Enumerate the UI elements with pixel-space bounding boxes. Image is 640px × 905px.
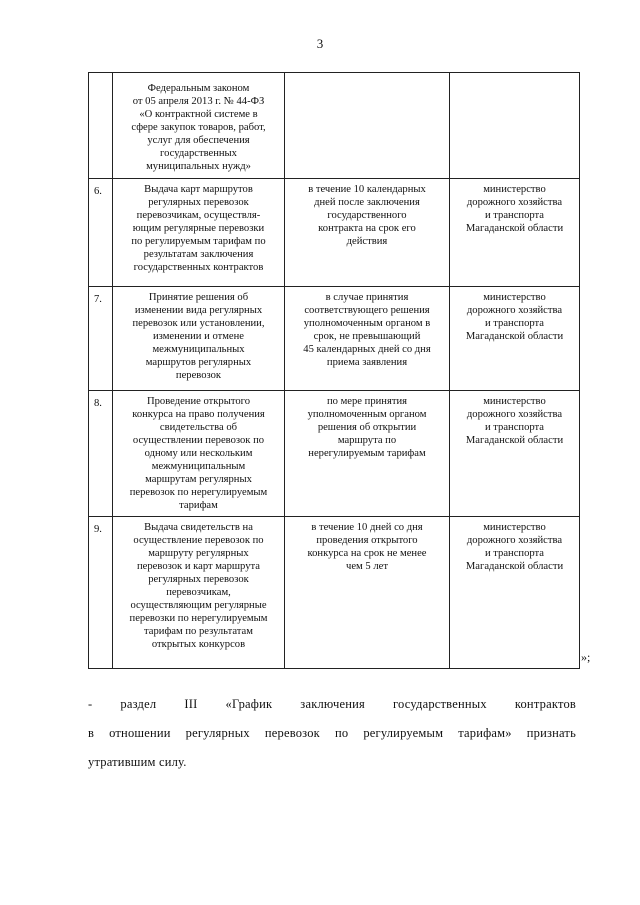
table-row [89,287,580,391]
table-row [89,73,580,179]
deadline-cell: в случае принятия соответствующего решения уполномоченным органом в срок, не превышающий 45 календарных дней со дня приема заявления [285,287,450,391]
action-cell: Выдача карт маршрутов регулярных перевозок перевозчикам, осуществля- ющим регулярные перевозки по регулируемым тарифам по результатам заключения государственных контрактов [113,179,285,287]
responsible-cell: министерство дорожного хозяйства и транспорта Магаданской области [450,391,580,517]
row-number-cell [89,73,113,179]
deadline-cell [285,73,450,179]
deadline-cell: в течение 10 календарных дней после заключения государственного контракта на срок его действия [285,179,450,287]
action-cell: Проведение открытого конкурса на право получения свидетельства об осуществлении перевозок по одному или нескольким межмуниципальным маршрутам регулярных перевозок по нерегулируемым тарифам [113,391,285,517]
table-row [89,179,580,287]
schedule-table [88,72,580,669]
action-cell: Выдача свидетельств на осуществление перевозок по маршруту регулярных перевозок и карт маршрута регулярных перевозок перевозчикам, осуществляющим регулярные перевозки по нерегулируемым тарифам по результатам открытых конкурсов [113,517,285,669]
paragraph-line-2: в отношении регулярных перевозок по регулируемым тарифам» признать [88,726,576,740]
deadline-cell: по мере принятия уполномоченным органом решения об открытии маршрута по нерегулируемым тарифам [285,391,450,517]
row-number-cell: 7. [89,287,113,391]
row-number-cell: 8. [89,391,113,517]
paragraph-line-1: - раздел III «График заключения государственных контрактов [88,697,576,711]
action-cell: Принятие решения об изменении вида регулярных перевозок или установлении, изменении и отмене межмуниципальных маршрутов регулярных перевозок [113,287,285,391]
responsible-cell: министерство дорожного хозяйства и транспорта Магаданской области [450,517,580,669]
row-number-cell: 9. [89,517,113,669]
table-body [89,73,580,669]
action-cell: Федеральным законом от 05 апреля 2013 г. № 44-ФЗ «О контрактной системе в сфере закупок товаров, работ, услуг для обеспечения государственных муниципальных нужд» [113,73,285,179]
row-number-cell: 6. [89,179,113,287]
table-row [89,391,580,517]
table-row [89,517,580,669]
closing-quote-mark: »; [581,650,591,664]
deadline-cell: в течение 10 дней со дня проведения открытого конкурса на срок не менее чем 5 лет [285,517,450,669]
responsible-cell: министерство дорожного хозяйства и транспорта Магаданской области [450,287,580,391]
responsible-cell: министерство дорожного хозяйства и транспорта Магаданской области [450,179,580,287]
responsible-cell [450,73,580,179]
page-number: 3 [316,36,324,51]
paragraph-line-3: утратившим силу. [88,755,187,769]
